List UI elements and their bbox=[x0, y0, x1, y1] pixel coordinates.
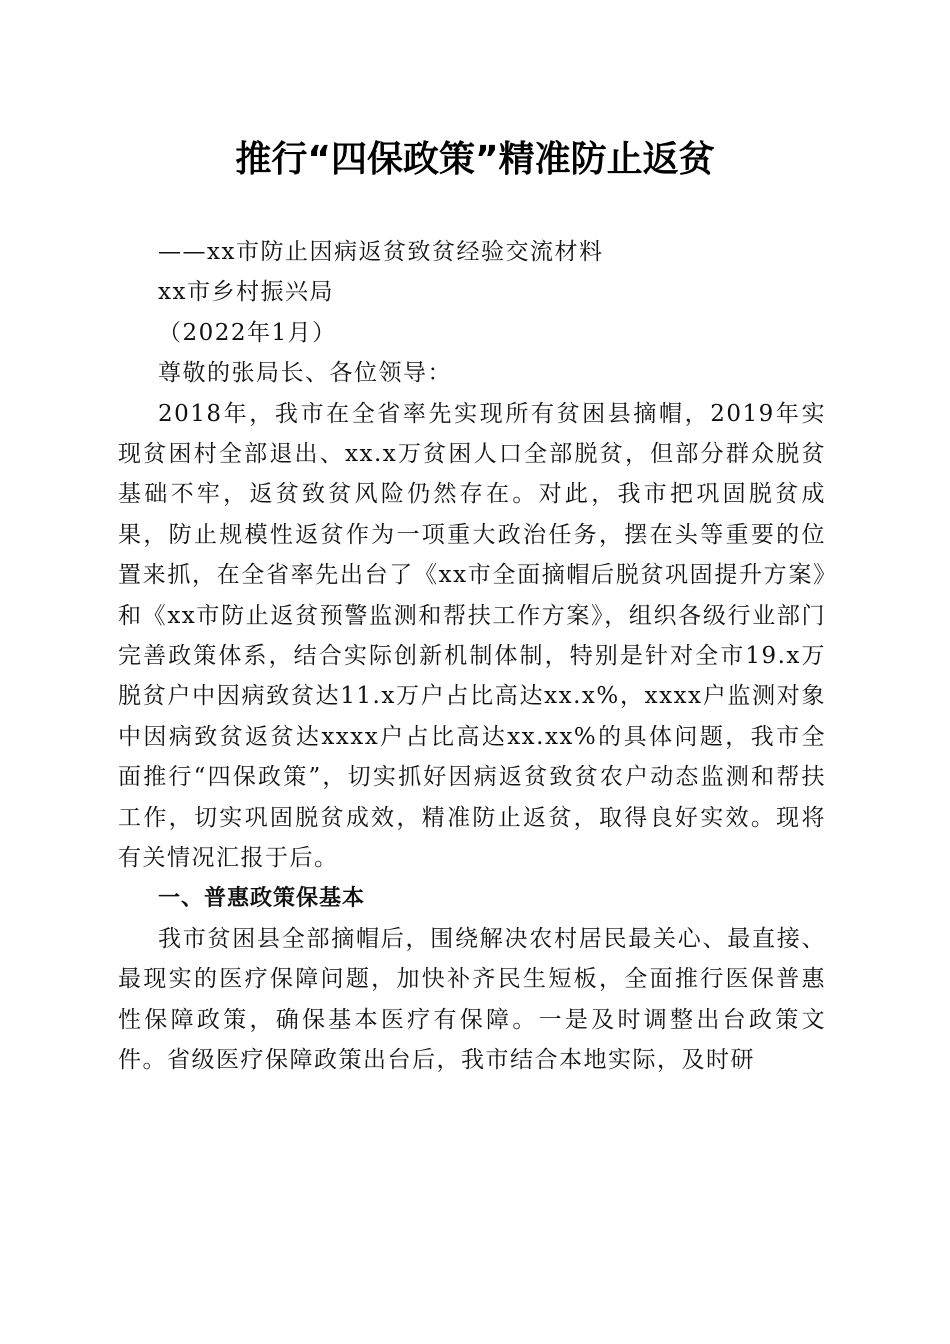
document-date: （2022年1月） bbox=[158, 319, 337, 346]
section-paragraph: 我市贫困县全部摘帽后，围绕解决农村居民最关心、最直接、最现实的医疗保障问题，加快补齐民生短板，全面推行医保普惠性保障政策，确保基本医疗有保障。一是及时调整出台政策文件。省级医疗保障政策出台后，我市结合本地实际，及时研 bbox=[118, 925, 826, 1074]
document-author: xx市乡村振兴局 bbox=[158, 279, 334, 306]
document-salutation: 尊敬的张局长、各位领导： bbox=[158, 360, 452, 387]
section-heading: 一、普惠政策保基本 bbox=[158, 885, 366, 911]
intro-paragraph: 2018年，我市在全省率先实现所有贫困县摘帽，2019年实现贫困村全部退出、xx.x万贫困人口全部脱贫，但部分群众脱贫基础不牢，返贫致贫风险仍然存在。对此，我市把巩固脱贫成果，防止规模性返贫作为一项重大政治任务，摆在头等重要的位置来抓，在全省率先出台了《xx市全面摘帽后脱贫巩固提升方案》和《xx市防止返贫预警监测和帮扶工作方案》，组织各级行业部门完善政策体系，结合实际创新机制体制，特别是针对全市19.x万脱贫户中因病致贫达11.x万户占比高达xx.x%，xxxx户监测对象中因病致贫返贫达xxxx户占比高达xx.xx%的具体问题，我市全面推行“四保政策”，切实抓好因病返贫致贫农户动态监测和帮扶工作，切实巩固脱贫成效，精准防止返贫，取得良好实效。现将有关情况汇报于后。 bbox=[118, 400, 826, 872]
document-title: 推行“四保政策”精准防止返贫 bbox=[235, 139, 715, 180]
document-subtitle: ——xx市防止因病返贫致贫经验交流材料 bbox=[158, 239, 604, 265]
document-body bbox=[118, 232, 826, 1081]
